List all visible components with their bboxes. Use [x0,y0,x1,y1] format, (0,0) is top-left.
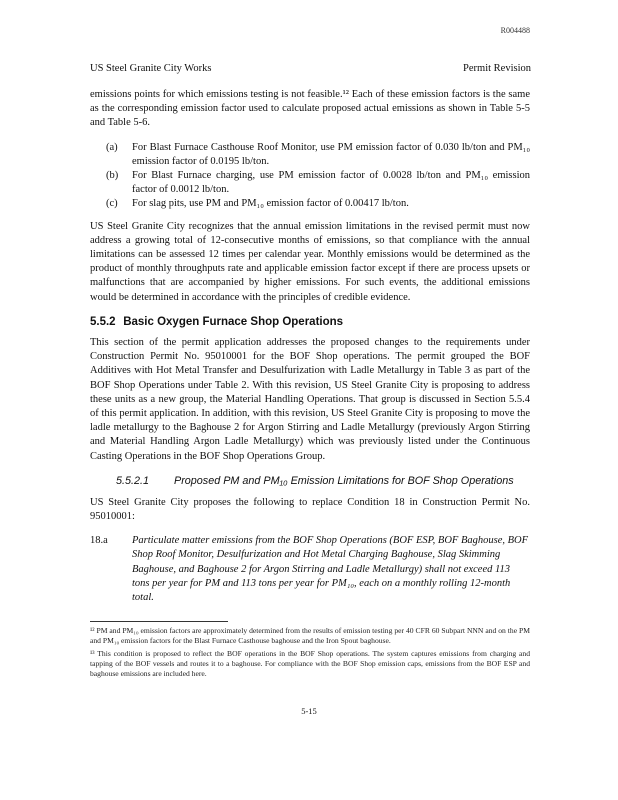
list-item [90,141,530,169]
footnote: ¹² PM and PM₁₀ emission factors are approximately determined from the results of emission testing per 40 CFR 60 Subpart NNN and on the PM and PM₁₀ emission factors for the Blast Furnace Casthouse baghouse and the Iron Spout baghouse. [90,626,530,645]
list-item [90,197,530,211]
emission-factor-list [90,141,530,212]
list-item-label: (c) [106,198,118,210]
condition-text: Particulate matter emissions from the BOF Shop Operations (BOF ESP, BOF Baghouse, BOF Shop Roof Monitor, Desulfurization and Hot Metal Charging Baghouse, Slag Skimming Baghouse, and Baghouse 2 for Argon Stirring and Ladle Metallurgy) shall not exceed 113 tons per year for PM and 113 tons per year for PM₁₀, each on a monthly rolling 12-month total. [132,535,529,604]
section-title: Basic Oxygen Furnace Shop Operations [123,315,344,328]
footnotes [90,626,530,682]
header-right: Permit Revision [463,63,531,74]
footnote: ¹³ This condition is proposed to reflect the BOF operations in the BOF Shop operations. The system captures emissions from charging and tapping of the BOF vessels and routes it to a baghouse. For compliance with the BOF Shop emission caps, emissions from the BOF ESP and baghouse emissions are included here. [90,649,530,678]
list-item [90,169,530,197]
body-text [90,88,530,605]
header-left: US Steel Granite City Works [90,63,212,74]
list-item-text: For slag pits, use PM and PM₁₀ emission factor of 0.00417 lb/ton. [132,198,409,210]
list-item-text: For Blast Furnace Casthouse Roof Monitor, use PM emission factor of 0.030 lb/ton and PM₁₀ emission factor of 0.0195 lb/ton. [132,141,530,167]
condition-block [90,534,530,605]
section-heading [90,315,530,329]
recognition-paragraph: US Steel Granite City recognizes that the annual emission limitations in the revised permit must now address a growing total of 12-consecutive months of emissions, so that compliance with the annual limitations can be assessed 12 times per calendar year. Monthly emissions would be determined as the product of monthly throughputs rate and applicable emission factor except if there are process upsets or malfunctions that are accompanied by higher emissions. For such events, the additional emissions would be determined in accordance with the principles of credible evidence. [90,220,530,303]
subsection-title: Proposed PM and PM₁₀ Emission Limitations for BOF Shop Operations [174,474,514,487]
footnote-separator [90,621,228,622]
condition-label: 18.a [90,535,108,547]
list-item-label: (a) [106,141,118,153]
list-item-label: (b) [106,170,119,182]
subsection-paragraph: US Steel Granite City proposes the following to replace Condition 18 in Construction Permit No. 95010001: [90,496,530,523]
section-number: 5.5.2 [90,315,116,328]
subsection-heading [116,474,530,488]
section-paragraph: This section of the permit application addresses the proposed changes to the requirements under Construction Permit No. 95010001 for the BOF Shop operations. The permit grouped the BOF Additives with Hot Metal Transfer and Desulfurization with Ladle Metallurgy in Table 3 as part of the BOF Shop Operations under Table 2. With this revision, US Steel Granite City is proposing to address these units as a new group, the Material Handling Operations. That group is discussed in Section 5.5.4 of this permit application. In addition, with this revision, US Steel Granite City is proposing to move the ladle metallurgy to the Baghouse 2 for Argon Stirring and Ladle Metallurgy (previously Argon Stirring and Material Handling Argon Ladle Metallurgy) which was previously listed under the Continuous Casting Operations in the BOF Shop Operations Group. [90,337,530,462]
page-number: 5-15 [301,706,317,716]
bates-number: R004488 [500,26,530,35]
list-item-text: For Blast Furnace charging, use PM emission factor of 0.0028 lb/ton and PM₁₀ emission factor of 0.0012 lb/ton. [132,170,530,196]
subsection-number: 5.5.2.1 [116,474,150,487]
intro-paragraph: emissions points for which emissions testing is not feasible.¹² Each of these emission factors is the same as the corresponding emission factor used to calculate proposed actual emissions as shown in Table 5-5 and Table 5-6. [90,89,530,129]
